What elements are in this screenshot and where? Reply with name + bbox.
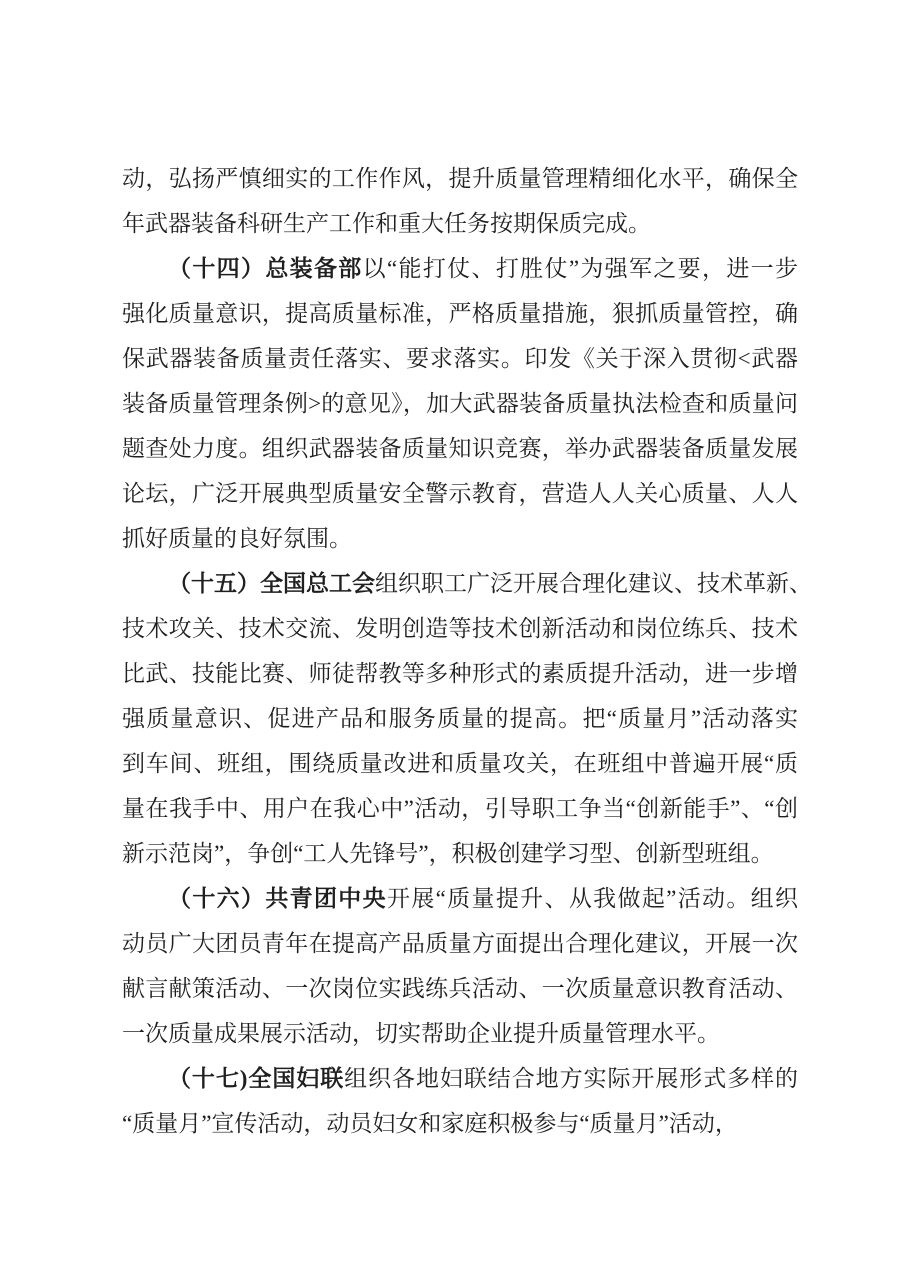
text-line [122,426,798,471]
text-run: 动，弘扬严慎细实的工作作风，提升质量管理精细化水平，确保全 [122,166,798,191]
text-line [122,876,798,921]
text-run: 抓好质量的良好氛围。 [122,526,352,551]
text-run: 献言献策活动、一次岗位实践练兵活动、一次质量意识教育活动、 [122,976,798,1001]
text-line [122,696,798,741]
section-heading-run: （十七)全国妇联 [168,1066,345,1091]
text-run: 到车间、班组，围绕质量改进和质量攻关，在班组中普遍开展“质 [122,751,798,776]
paragraph [122,876,798,1056]
text-run: 动员广大团员青年在提高产品质量方面提出合理化建议，开展一次 [122,931,798,956]
text-run: “质量月”宣传活动，动员妇女和家庭积极参与“质量月”活动， [122,1111,738,1136]
text-line [122,921,798,966]
text-run: 组织各地妇联结合地方实际开展形式多样的 [344,1066,798,1091]
text-run: 保武器装备质量责任落实、要求落实。印发《关于深入贯彻<武器 [122,346,798,371]
text-line [122,1011,798,1056]
text-run: 以“能打仗、打胜仗”为强军之要，进一步 [362,256,798,281]
text-run: 年武器装备科研生产工作和重大任务按期保质完成。 [122,211,651,236]
text-run: 强质量意识、促进产品和服务质量的提高。把“质量月”活动落实 [122,706,798,731]
text-run: 一次质量成果展示活动，切实帮助企业提升质量管理水平。 [122,1021,720,1046]
text-line [122,966,798,1011]
text-line [122,741,798,786]
text-line [122,381,798,426]
text-run: 比武、技能比赛、师徒帮教等多种形式的素质提升活动，进一步增 [122,661,798,686]
paragraph [122,561,812,876]
text-line [122,201,798,246]
section-heading-run: （十四）总装备部 [168,256,363,281]
text-line [122,246,798,291]
text-line [122,1101,798,1146]
text-line [122,336,798,381]
section-heading-run: （十五）全国总工会 [168,571,375,596]
text-run: 开展“质量提升、从我做起”活动。组织 [386,886,799,911]
document-body [122,156,812,1146]
text-run: 量在我手中、用户在我心中”活动，引导职工争当“创新能手”、“创 [122,796,798,821]
text-run: 技术攻关、技术交流、发明创造等技术创新活动和岗位练兵、技术 [122,616,798,641]
text-line [122,831,798,876]
text-run: 强化质量意识，提高质量标准，严格质量措施，狠抓质量管控，确 [122,301,798,326]
text-line [122,516,798,561]
text-line [122,651,798,696]
section-heading-run: （十六）共青团中央 [168,886,387,911]
text-run: 新示范岗”，争创“工人先锋号”，积极创建学习型、创新型班组。 [122,841,774,866]
text-line [122,471,798,516]
text-line [122,1056,798,1101]
text-run: 论坛，广泛开展典型质量安全警示教育，营造人人关心质量、人人 [122,481,798,506]
paragraph [122,246,798,561]
text-line [122,561,812,606]
paragraph [122,156,798,246]
text-run: 组织职工广泛开展合理化建议、技术革新、 [375,571,812,596]
text-line [122,606,798,651]
paragraph [122,1056,798,1146]
text-run: 题查处力度。组织武器装备质量知识竞赛，举办武器装备质量发展 [122,436,798,461]
text-line [122,786,798,831]
text-run: 装备质量管理条例>的意见》，加大武器装备质量执法检查和质量问 [122,391,798,416]
text-line [122,291,798,336]
text-line [122,156,798,201]
